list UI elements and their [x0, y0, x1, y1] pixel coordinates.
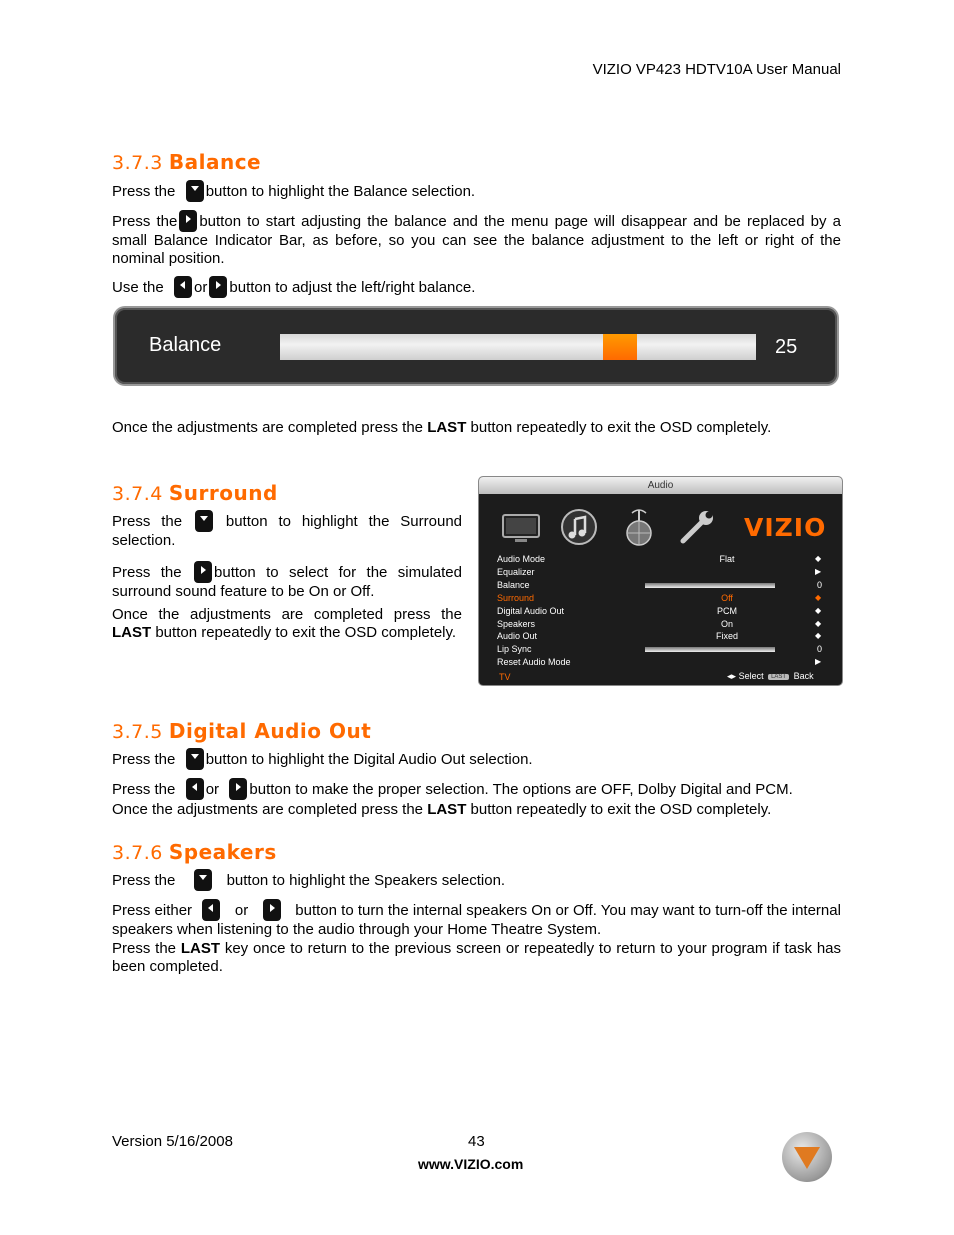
balance-value: 25: [775, 336, 798, 358]
osd-row[interactable]: [497, 567, 827, 580]
audio-osd-menu: [478, 476, 843, 686]
osd-icon-row: [501, 503, 721, 551]
right-arrow-button-icon: [209, 276, 227, 298]
website-link[interactable]: www.VIZIO.com: [418, 1156, 524, 1172]
audio-icon: [559, 507, 599, 547]
right-arrow-button-icon: [263, 899, 281, 921]
down-arrow-button-icon: [186, 748, 204, 770]
osd-row[interactable]: [497, 619, 827, 632]
osd-row-slider[interactable]: [645, 583, 775, 588]
osd-row-name: Surround: [497, 592, 535, 603]
version-label: Version 5/16/2008: [112, 1133, 233, 1150]
surround-para-1: Press the button to highlight the Surround selection.: [112, 510, 462, 550]
osd-row-arrow-icon: ◆: [815, 618, 822, 628]
osd-row-name: Audio Mode: [497, 554, 546, 564]
osd-row-arrow-icon: ◆: [815, 554, 822, 563]
balance-para-2: Press the button to start adjusting the balance and the menu page will disappear and be replaced by a small Balance Indicator Bar, as before, so you can see the balance adjustment to the left or right of the nominal position.: [112, 210, 841, 268]
section-heading-balance: 3.7.3 Balance: [112, 150, 262, 174]
osd-row-arrow-icon: ◆: [815, 631, 822, 641]
osd-row-name: Digital Audio Out: [497, 605, 565, 616]
osd-row-arrow-icon: ◆: [815, 592, 822, 602]
section-heading-surround: 3.7.4 Surround: [112, 481, 278, 505]
manual-title: VIZIO VP423 HDTV10A User Manual: [592, 61, 841, 78]
surround-para-2: Press the button to select for the simulated surround sound feature to be On or Off.: [112, 561, 462, 601]
osd-row-value: 0: [817, 644, 823, 655]
osd-row-value: Fixed: [715, 631, 738, 642]
osd-source-label: TV: [499, 672, 511, 682]
osd-row-value: PCM: [717, 605, 737, 616]
osd-row-slider[interactable]: [645, 647, 775, 652]
osd-row[interactable]: [497, 593, 827, 606]
surround-para-3: Once the adjustments are completed press the LAST button repeatedly to exit the OSD completely.: [112, 606, 462, 641]
osd-row-name: Audio Out: [497, 631, 538, 642]
osd-row-name: Lip Sync: [497, 644, 532, 655]
vizio-logo-text: VIZIO: [744, 513, 827, 542]
balance-thumb: [603, 334, 637, 360]
balance-track: [280, 334, 756, 360]
down-arrow-button-icon: [194, 869, 212, 891]
left-arrow-button-icon: [202, 899, 220, 921]
osd-row-name: Equalizer: [497, 566, 535, 577]
osd-row-arrow-icon: ▶: [815, 566, 822, 576]
balance-para-1: Press the button to highlight the Balance selection.: [112, 180, 841, 202]
osd-row-value: 0: [817, 579, 823, 590]
osd-footer: [479, 671, 842, 685]
osd-row-name: Speakers: [497, 618, 536, 629]
wrench-icon: [677, 507, 717, 547]
osd-hint: ◂▸ Select LAST Back: [727, 671, 814, 681]
osd-row-value: Flat: [719, 554, 735, 564]
left-arrow-button-icon: [174, 276, 192, 298]
osd-row[interactable]: [497, 657, 827, 670]
right-arrow-button-icon: [194, 561, 212, 583]
vizio-v-logo-icon: [782, 1132, 832, 1182]
last-key-icon: LAST: [768, 674, 789, 680]
speakers-para-3: Press the LAST key once to return to the previous screen or repeatedly to return to your program if task has been completed.: [112, 940, 841, 975]
globe-antenna-icon: [619, 507, 659, 547]
dao-para-2: Press the or button to make the proper selection. The options are OFF, Dolby Digital and PCM.: [112, 778, 841, 800]
down-arrow-button-icon: [186, 180, 204, 202]
surround-text: [112, 510, 462, 642]
osd-row[interactable]: [497, 554, 827, 567]
balance-para-4: Once the adjustments are completed press the LAST button repeatedly to exit the OSD completely.: [112, 419, 772, 436]
right-arrow-button-icon: [229, 778, 247, 800]
osd-row-arrow-icon: ◆: [815, 605, 822, 615]
dao-para-1: Press the button to highlight the Digital Audio Out selection.: [112, 748, 841, 770]
page-number: 43: [468, 1133, 485, 1150]
osd-row[interactable]: [497, 631, 827, 644]
osd-row[interactable]: [497, 644, 827, 657]
osd-row-name: Reset Audio Mode: [497, 657, 571, 668]
left-arrow-button-icon: [186, 778, 204, 800]
osd-row-name: Balance: [497, 579, 530, 590]
osd-row[interactable]: [497, 580, 827, 593]
left-right-keys-icon: ◂▸: [727, 671, 737, 681]
balance-indicator-bar: [115, 308, 837, 384]
balance-para-3: Use the or button to adjust the left/right balance.: [112, 276, 841, 298]
osd-row-value: On: [720, 618, 733, 629]
tv-icon: [501, 507, 541, 547]
down-arrow-button-icon: [195, 510, 213, 532]
dao-para-3: Once the adjustments are completed press the LAST button repeatedly to exit the OSD completely.: [112, 801, 772, 818]
osd-title: Audio: [479, 477, 842, 494]
section-heading-digital-audio-out: 3.7.5 Digital Audio Out: [112, 719, 372, 743]
balance-bar-label: Balance: [149, 334, 222, 356]
osd-row[interactable]: [497, 606, 827, 619]
section-heading-speakers: 3.7.6 Speakers: [112, 840, 277, 864]
osd-row-arrow-icon: ▶: [815, 657, 822, 667]
speakers-para-1: Press the button to highlight the Speakers selection.: [112, 869, 841, 891]
right-arrow-button-icon: [179, 210, 197, 232]
osd-row-value: Off: [721, 592, 733, 603]
speakers-para-2: Press either or button to turn the internal speakers On or Off. You may want to turn-off the internal speakers when listening to the audio through your Home Theatre System.: [112, 899, 841, 939]
